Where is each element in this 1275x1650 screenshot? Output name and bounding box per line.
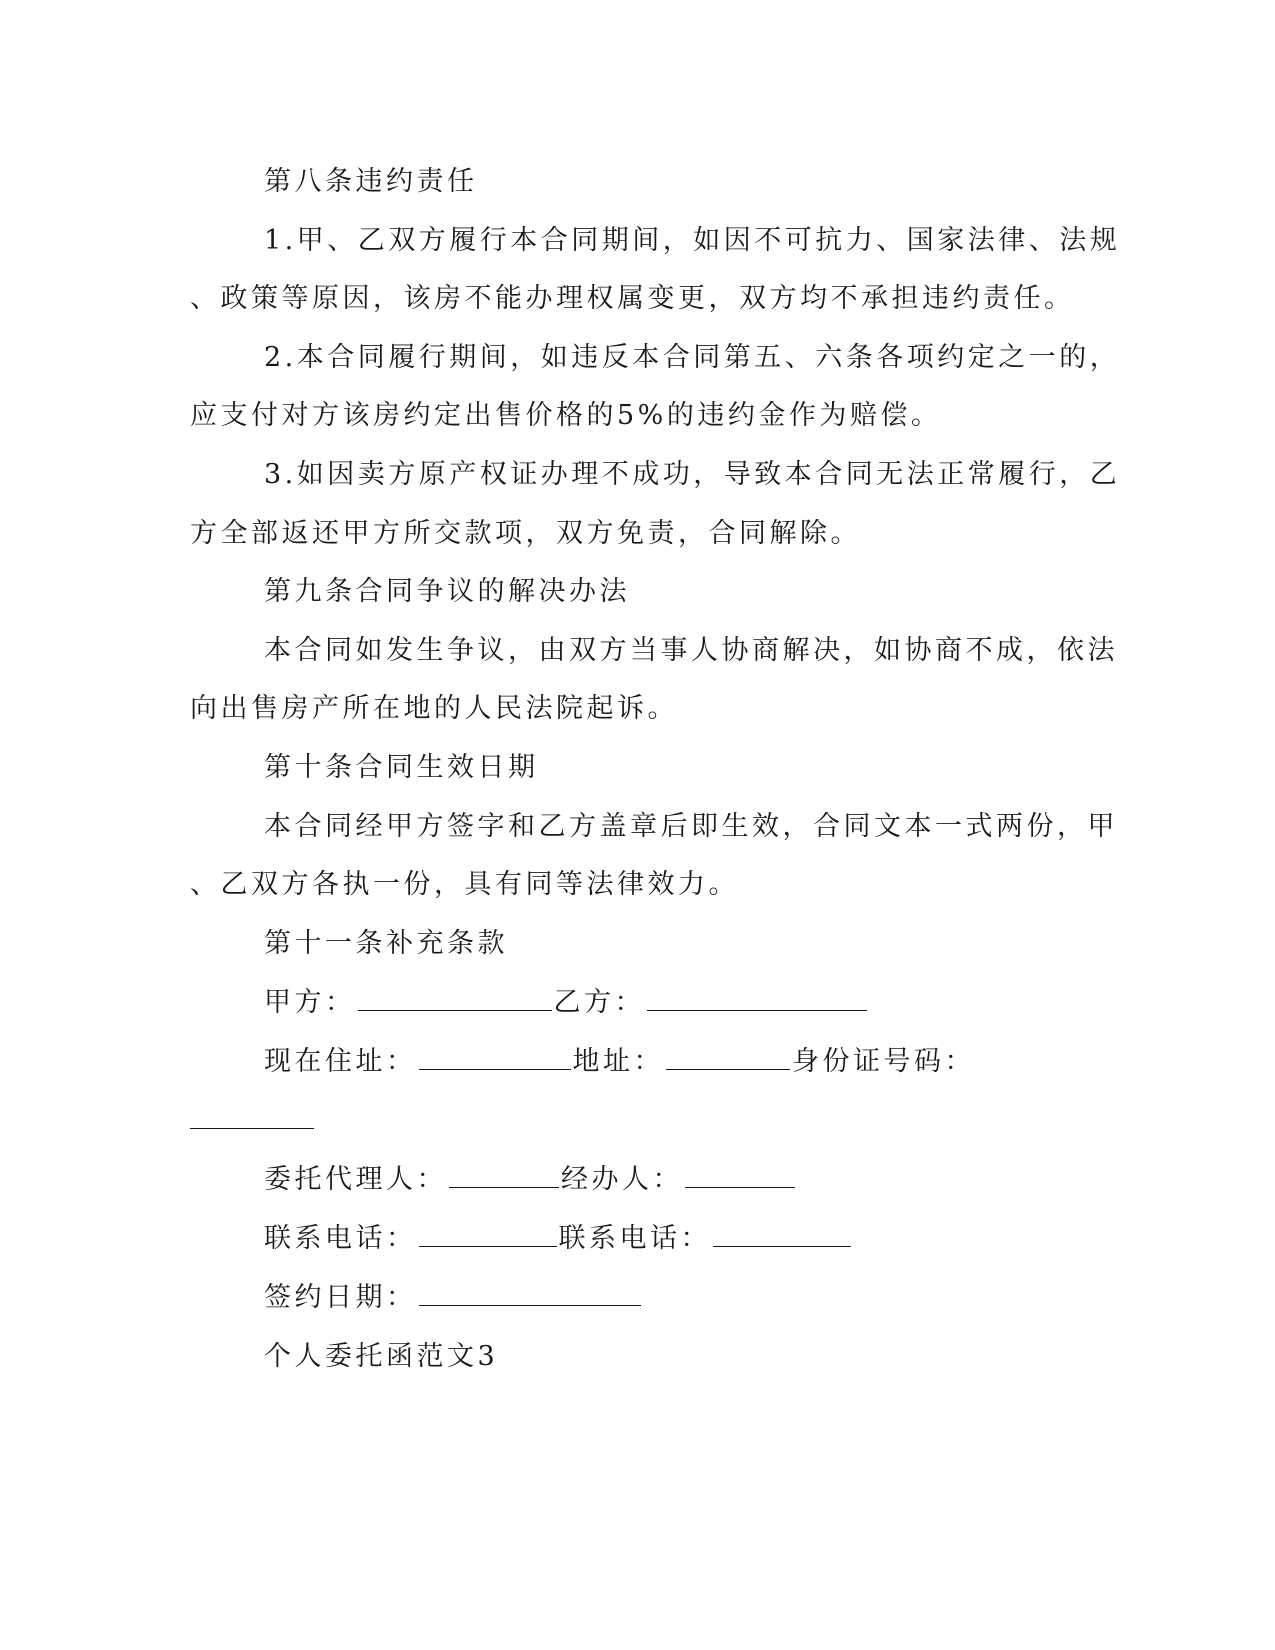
handler-label: 经办人： — [561, 1164, 683, 1195]
article10-heading: 第十条合同生效日期 — [264, 752, 539, 783]
article8-clause1-line2: 、政策等原因，该房不能办理权属变更，双方均不承担违约责任。 — [190, 283, 1075, 314]
id-number-blank — [190, 1106, 314, 1129]
agent-blank — [449, 1165, 559, 1188]
id-number-row — [190, 1104, 1090, 1138]
article10-line2: 、乙双方各执一份，具有同等法律效力。 — [190, 869, 739, 900]
party-b-label: 乙方： — [553, 987, 645, 1018]
address-label: 地址： — [572, 1046, 664, 1077]
signature-address-row — [264, 1045, 1164, 1079]
party-b-blank — [647, 988, 867, 1011]
signature-phone-row — [264, 1222, 1164, 1256]
address-blank — [666, 1047, 790, 1070]
agent-label: 委托代理人： — [264, 1164, 447, 1195]
article9-line1: 本合同如发生争议，由双方当事人协商解决，如协商不成，依法 — [264, 635, 1118, 666]
phone-a-label: 联系电话： — [264, 1223, 417, 1254]
id-number-label: 身份证号码： — [792, 1046, 975, 1077]
article8-clause2-line1: 2.本合同履行期间，如违反本合同第五、六条各项约定之一的， — [264, 342, 1121, 373]
phone-b-blank — [713, 1224, 851, 1247]
signature-agent-row — [264, 1163, 1164, 1197]
article8-clause3-line1: 3.如因卖方原产权证办理不成功，导致本合同无法正常履行，乙 — [264, 459, 1121, 490]
sign-date-label: 签约日期： — [264, 1282, 417, 1313]
article10-line1: 本合同经甲方签字和乙方盖章后即生效，合同文本一式两份，甲 — [264, 811, 1118, 842]
party-a-label: 甲方： — [264, 987, 356, 1018]
phone-b-label: 联系电话： — [558, 1223, 711, 1254]
signature-party-row — [264, 986, 1164, 1020]
article8-clause1-line1: 1.甲、乙双方履行本合同期间，如因不可抗力、国家法律、法规 — [264, 225, 1121, 256]
handler-blank — [685, 1165, 795, 1188]
signature-date-row — [264, 1281, 1164, 1315]
article8-heading: 第八条违约责任 — [264, 166, 478, 197]
article9-heading: 第九条合同争议的解决办法 — [264, 576, 630, 607]
article11-heading: 第十一条补充条款 — [264, 928, 508, 959]
party-a-blank — [358, 988, 552, 1011]
article8-clause3-line2: 方全部返还甲方所交款项，双方免责，合同解除。 — [190, 518, 861, 549]
current-address-blank — [419, 1047, 571, 1070]
current-address-label: 现在住址： — [264, 1046, 417, 1077]
phone-a-blank — [419, 1224, 557, 1247]
sign-date-blank — [419, 1283, 641, 1306]
next-section-title: 个人委托函范文3 — [264, 1341, 499, 1372]
article8-clause2-line2: 应支付对方该房约定出售价格的5%的违约金作为赔偿。 — [190, 400, 942, 431]
article9-line2: 向出售房产所在地的人民法院起诉。 — [190, 693, 678, 724]
